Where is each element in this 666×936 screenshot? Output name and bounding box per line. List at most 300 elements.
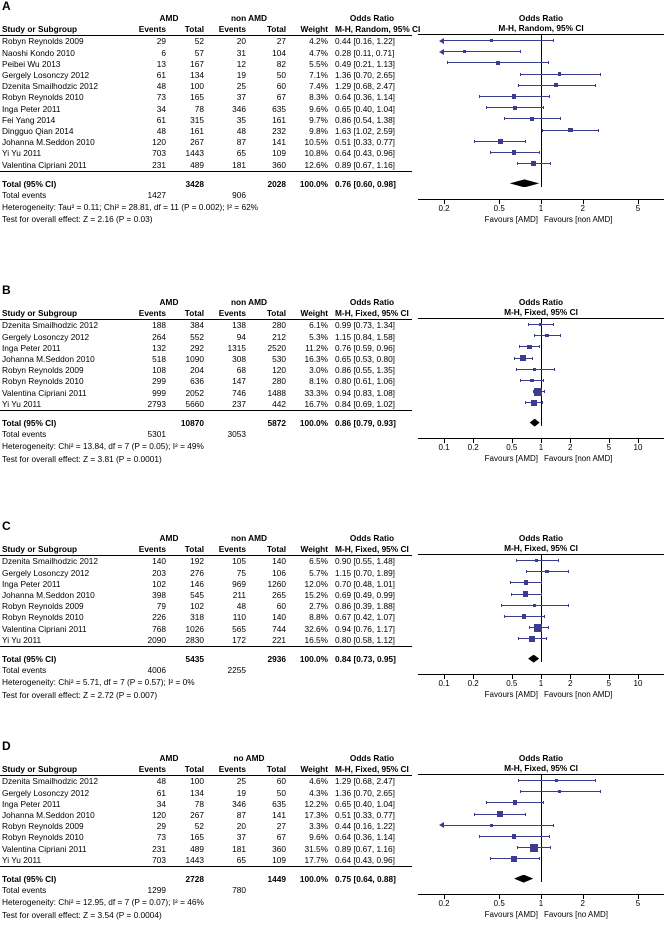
table-cell: 87 [236,810,246,821]
ci-cap [595,84,596,87]
effect-marker [463,50,466,53]
table-cell: 0.51 [0.33, 0.77] [335,810,395,821]
effect-marker [545,334,548,337]
table-row [0,624,412,635]
table-cell: 7.1% [309,70,329,81]
table-cell: 1488 [267,387,287,398]
ci-left-arrow [439,49,444,55]
overall-effect-row [0,909,412,921]
ci-cap [544,390,545,393]
axis-tick-label: 0.1 [438,442,450,452]
total-cell: 0.75 [0.64, 0.88] [332,867,412,886]
table-cell: 204 [190,365,204,376]
pooled-effect-diamond [514,875,533,883]
table-row [0,590,412,601]
study-table [0,753,412,921]
ci-cap [549,95,550,98]
total-cell: Total (95% CI) [0,171,130,190]
table-cell: 1.15 [0.84, 1.58] [335,331,395,342]
table-cell: 60 [276,776,286,787]
table-cell: 52 [194,36,204,47]
effect-marker [524,580,529,585]
table-cell: 231 [152,843,166,854]
group-header-cell: Odds Ratio [349,533,395,543]
table-cell: 0.99 [0.73, 1.34] [335,320,395,331]
table-cell: 105 [232,556,246,567]
pooled-effect-diamond [530,419,540,427]
effect-marker [512,834,516,838]
table-cell: 0.90 [0.55, 1.48] [335,556,395,567]
table-cell: 211 [232,590,246,601]
plot-canvas [418,319,664,463]
table-cell: 280 [272,376,287,387]
table-cell: 703 [152,854,166,865]
table-cell: 104 [272,47,287,58]
axis-tick-label: 0.2 [467,678,479,688]
table-cell: 4.2% [309,36,329,47]
table-cell: 61 [156,70,166,81]
effect-marker [531,400,537,406]
ci-cap [543,801,544,804]
table-cell: 181 [232,159,246,170]
table-cell: 50 [276,70,287,81]
table-cell: Robyn Reynolds 2009 [2,601,84,612]
table-cell: 17.3% [304,810,328,821]
table-cell: 172 [232,634,246,645]
table-cell: 32.6% [304,623,329,634]
column-header: M-H, Random, 95% CI [332,24,412,36]
axis-tick-label: 2 [580,203,585,213]
column-header: Total [170,308,208,320]
table-cell: 1443 [185,148,204,159]
ci-cap [516,368,517,371]
table-row [0,160,412,172]
ci-cap [553,323,554,326]
column-header-row [0,24,412,36]
table-cell: 102 [152,578,166,589]
total-events-cell: 1427 [147,190,166,201]
total-events-cell [170,885,208,896]
table-cell: 52 [194,821,204,832]
column-header-row [0,764,412,776]
column-header: Study or Subgroup [0,308,130,320]
group-header-cell: non AMD [230,297,268,307]
table-cell: 67 [276,832,286,843]
table-cell: 12.2% [304,798,328,809]
forest-plot [418,297,664,463]
effect-marker [534,388,542,396]
table-cell: 1.63 [1.02, 2.59] [335,126,395,137]
column-header-row [0,308,412,320]
table-cell: 109 [272,854,286,865]
table-cell: 9.8% [309,126,329,137]
ci-cap [534,334,535,337]
table-row [0,568,412,579]
table-cell: 37 [236,92,246,103]
table-cell: 140 [272,556,287,567]
table-cell: 19 [236,787,246,798]
axis-tick-label: 0.2 [438,898,450,908]
table-cell: 1315 [227,342,246,353]
table-cell: 0.64 [0.43, 0.96] [335,854,395,865]
table-cell: 232 [272,126,287,137]
group-header-cell [290,297,332,308]
effect-marker [498,139,503,144]
column-header: Study or Subgroup [0,544,130,556]
total-events-cell: 2255 [227,665,246,676]
forest-panel-d [0,740,666,921]
table-cell: 10.8% [304,148,329,159]
table-cell: 1.29 [0.68, 2.47] [335,81,395,92]
total-cell [208,171,250,190]
table-cell: 102 [190,601,204,612]
table-row [0,556,412,568]
table-cell: Robyn Reynolds 2009 [2,36,84,47]
table-row [0,137,412,148]
forest-panel-a [0,0,666,226]
ci-cap [544,615,545,618]
total-events-row [0,429,412,440]
axis-tick-label: 1 [538,678,544,688]
group-header-cell [290,533,332,544]
table-cell: 530 [272,354,287,365]
axis-tick-label: 10 [633,678,643,688]
overall-effect-text: Test for overall effect: Z = 3.54 (P = 0.0004) [2,909,162,920]
effect-marker [554,83,558,87]
table-cell: 100 [190,776,204,787]
total-cell [130,411,170,430]
column-header: Total [170,24,208,36]
table-cell: 165 [190,92,204,103]
table-cell: Johanna M.Seddon 2010 [2,590,95,601]
table-cell: Johanna M.Seddon 2010 [2,810,95,821]
total-cell [130,867,170,886]
axis-tick-label: 0.1 [438,678,450,688]
table-cell: 20 [236,36,246,47]
ci-cap [525,813,526,816]
table-cell: 48 [236,126,246,137]
column-header: Weight [290,308,332,320]
axis-tick-label: 2 [567,442,573,452]
table-cell: 60 [276,81,287,92]
table-cell: 108 [152,365,166,376]
table-cell: 110 [232,612,246,623]
table-cell: 20 [236,821,246,832]
table-cell: 360 [272,159,287,170]
total-events-cell [170,190,208,201]
total-cell: 100.0% [290,171,332,190]
total-events-cell: Total events [2,885,47,896]
table-cell: 5.3% [309,331,329,342]
table-cell: 1443 [185,854,204,865]
table-cell: Valentina Cipriani 2011 [2,387,87,398]
table-cell: 308 [232,354,246,365]
plot-canvas [418,35,664,224]
effect-marker [530,117,534,121]
table-cell: Robyn Reynolds 2010 [2,832,84,843]
overall-effect-text: Test for overall effect: Z = 2.72 (P = 0.007) [2,689,158,700]
study-table [0,297,412,465]
table-row [0,579,412,590]
table-cell: 16.5% [304,634,329,645]
group-header-cell: non AMD [230,533,268,543]
favours-left-label: Favours [AMD] [484,214,538,224]
panel-label: A [2,0,11,13]
table-row [0,612,412,623]
table-row [0,810,412,821]
total-cell: 0.76 [0.60, 0.98] [332,171,412,190]
ci-cap [568,604,569,607]
column-header: Events [208,24,250,36]
table-cell: 2830 [185,634,204,645]
table-cell: 31 [236,47,246,58]
table-cell: 134 [190,787,204,798]
total-events-cell [290,429,332,440]
table-cell: Inga Peter 2011 [2,342,61,353]
table-cell: Valentina Cipriani 2011 [2,159,87,170]
table-cell: 0.70 [0.48, 1.01] [335,578,395,589]
table-cell: 0.65 [0.40, 1.04] [335,103,395,114]
total-cell: 100.0% [290,867,332,886]
ci-cap [528,323,529,326]
table-cell: 94 [236,331,246,342]
total-cell: 2028 [250,171,290,190]
table-cell: 0.86 [0.55, 1.35] [335,365,395,376]
ci-cap [550,162,551,165]
study-table [0,13,421,226]
ci-cap [595,779,596,782]
table-cell: 34 [156,103,166,114]
table-cell: 1260 [267,578,287,589]
table-cell: 141 [272,137,287,148]
table-row [0,376,412,387]
table-cell: 120 [152,810,166,821]
table-row [0,59,412,70]
table-cell: 1.29 [0.68, 2.47] [335,776,395,787]
table-cell: Yi Yu 2011 [2,634,42,645]
table-cell: 8.8% [309,612,329,623]
table-cell: 489 [190,843,204,854]
table-cell: 138 [232,320,246,331]
total-events-cell [170,429,208,440]
ci-cap [525,140,526,143]
ci-cap [549,835,550,838]
total-events-cell: 906 [232,190,246,201]
table-row [0,776,412,788]
ci-cap [516,559,517,562]
table-cell: 9.7% [309,114,329,125]
panel-label: D [2,739,11,753]
table-row [0,799,412,810]
column-header: Total [250,24,290,36]
table-cell: 552 [190,331,204,342]
table-cell: Dingguo Qian 2014 [2,126,74,137]
table-cell: 0.44 [0.16, 1.22] [335,821,395,832]
heterogeneity-row [0,676,412,688]
effect-marker [558,72,562,76]
group-header-cell [290,753,332,764]
table-cell: 10.5% [304,137,329,148]
total-cell [208,867,250,886]
table-cell: 167 [190,58,204,69]
ci-cap [520,379,521,382]
column-header: Events [208,308,250,320]
table-cell: 565 [232,623,246,634]
column-header-row [0,544,412,556]
total-cell: 5872 [250,411,290,430]
ci-cap [514,357,515,360]
table-cell: 87 [236,137,246,148]
ci-cap [542,129,543,132]
ci-cap [501,604,502,607]
table-cell: 8.1% [309,376,329,387]
table-cell: 4.3% [309,787,328,798]
table-cell: 165 [190,832,204,843]
table-cell: 31.5% [304,843,328,854]
group-header-row [0,533,412,544]
table-cell: 0.65 [0.40, 1.04] [335,798,395,809]
total-events-row [0,885,412,896]
table-cell: 188 [152,320,166,331]
total-events-cell [170,665,208,676]
table-cell: 5660 [185,398,204,409]
ci-cap [490,151,491,154]
table-cell: 280 [272,320,287,331]
table-cell: 6 [161,47,166,58]
ci-cap [519,345,520,348]
total-cell: 10870 [170,411,208,430]
column-header: Events [130,24,170,36]
total-cell: 1449 [250,867,290,886]
table-cell: 4.7% [309,47,329,58]
total-cell: 2728 [170,867,208,886]
table-cell: 79 [156,601,166,612]
overall-effect-text: Test for overall effect: Z = 3.81 (P = 0.0001) [2,453,162,464]
group-header-cell [0,533,130,544]
ci-cap [486,106,487,109]
table-cell: 744 [272,623,287,634]
table-cell: 2520 [267,342,287,353]
effect-marker [523,591,529,597]
ci-cap [517,162,518,165]
ci-cap [504,615,505,618]
table-cell: 1.36 [0.70, 2.65] [335,70,395,81]
ci-cap [474,140,475,143]
table-cell: 0.76 [0.59, 0.96] [335,342,395,353]
ci-cap [518,779,519,782]
table-cell: 0.64 [0.36, 1.14] [335,92,395,103]
table-cell: 346 [232,798,246,809]
table-cell: 140 [272,612,287,623]
ci-cap [520,73,521,76]
table-cell: 969 [232,578,246,589]
total-events-cell [250,429,290,440]
table-row [0,399,412,411]
table-cell: Johanna M.Seddon 2010 [2,354,95,365]
table-cell: 545 [190,590,204,601]
table-cell: 1026 [185,623,204,634]
table-cell: 0.44 [0.16, 1.22] [335,36,395,47]
table-row [0,148,412,159]
effect-marker [511,856,517,862]
total-events-cell: 5301 [147,429,166,440]
table-cell: 635 [272,103,287,114]
ci-cap [504,117,505,120]
table-row [0,788,412,799]
table-cell: 25 [236,81,246,92]
group-header-cell: no AMD [233,753,265,763]
table-cell: 518 [152,354,166,365]
table-cell: 17.7% [304,854,328,865]
table-cell: 141 [272,810,286,821]
axis-tick-label: 2 [580,898,585,908]
ci-cap [553,824,554,827]
column-header: Study or Subgroup [0,24,130,36]
effect-marker [539,323,543,327]
ci-cap [560,334,561,337]
table-cell: 0.86 [0.39, 1.88] [335,601,395,612]
table-cell: 192 [190,556,204,567]
total-row [0,647,412,666]
total-events-cell [250,190,290,201]
effect-marker [534,624,542,632]
table-cell: 29 [156,821,166,832]
ci-cap [554,368,555,371]
ci-left-arrow [439,38,444,44]
effect-marker [522,614,526,618]
table-cell: Robyn Reynolds 2010 [2,612,84,623]
table-cell: 384 [190,320,204,331]
axis-tick-label: 0.5 [506,442,518,452]
table-cell: 100 [190,81,204,92]
ci-cap [541,581,542,584]
table-cell: 0.64 [0.43, 0.96] [335,148,395,159]
total-events-row [0,190,412,201]
effect-marker [512,94,516,98]
table-cell: 318 [190,612,204,623]
table-cell: 6.1% [309,320,329,331]
ci-cap [532,357,533,360]
total-row [0,867,412,886]
ci-cap [525,401,526,404]
group-header-cell [0,297,130,308]
table-cell: Robyn Reynolds 2009 [2,821,84,832]
favours-right-label: Favours [no AMD] [544,909,609,919]
total-cell: 5435 [170,647,208,666]
table-cell: 2052 [185,387,204,398]
table-cell: 221 [272,634,287,645]
axis-tick-label: 5 [606,442,612,452]
table-cell: 746 [232,387,246,398]
favours-right-label: Favours [non AMD] [544,689,613,699]
column-header: Total [250,308,290,320]
table-cell: Johanna M.Seddon 2010 [2,137,95,148]
table-cell: Robyn Reynolds 2009 [2,365,84,376]
table-row [0,388,412,399]
pooled-effect-diamond [510,179,540,187]
total-cell [208,411,250,430]
group-header-cell: AMD [159,297,179,307]
column-header: Weight [290,24,332,36]
effect-marker [527,345,532,350]
heterogeneity-row [0,440,412,452]
overall-effect-row [0,453,412,465]
total-events-cell [290,885,332,896]
ci-cap [546,637,547,640]
ci-cap [518,84,519,87]
plot-canvas [418,775,664,919]
table-row [0,36,412,48]
